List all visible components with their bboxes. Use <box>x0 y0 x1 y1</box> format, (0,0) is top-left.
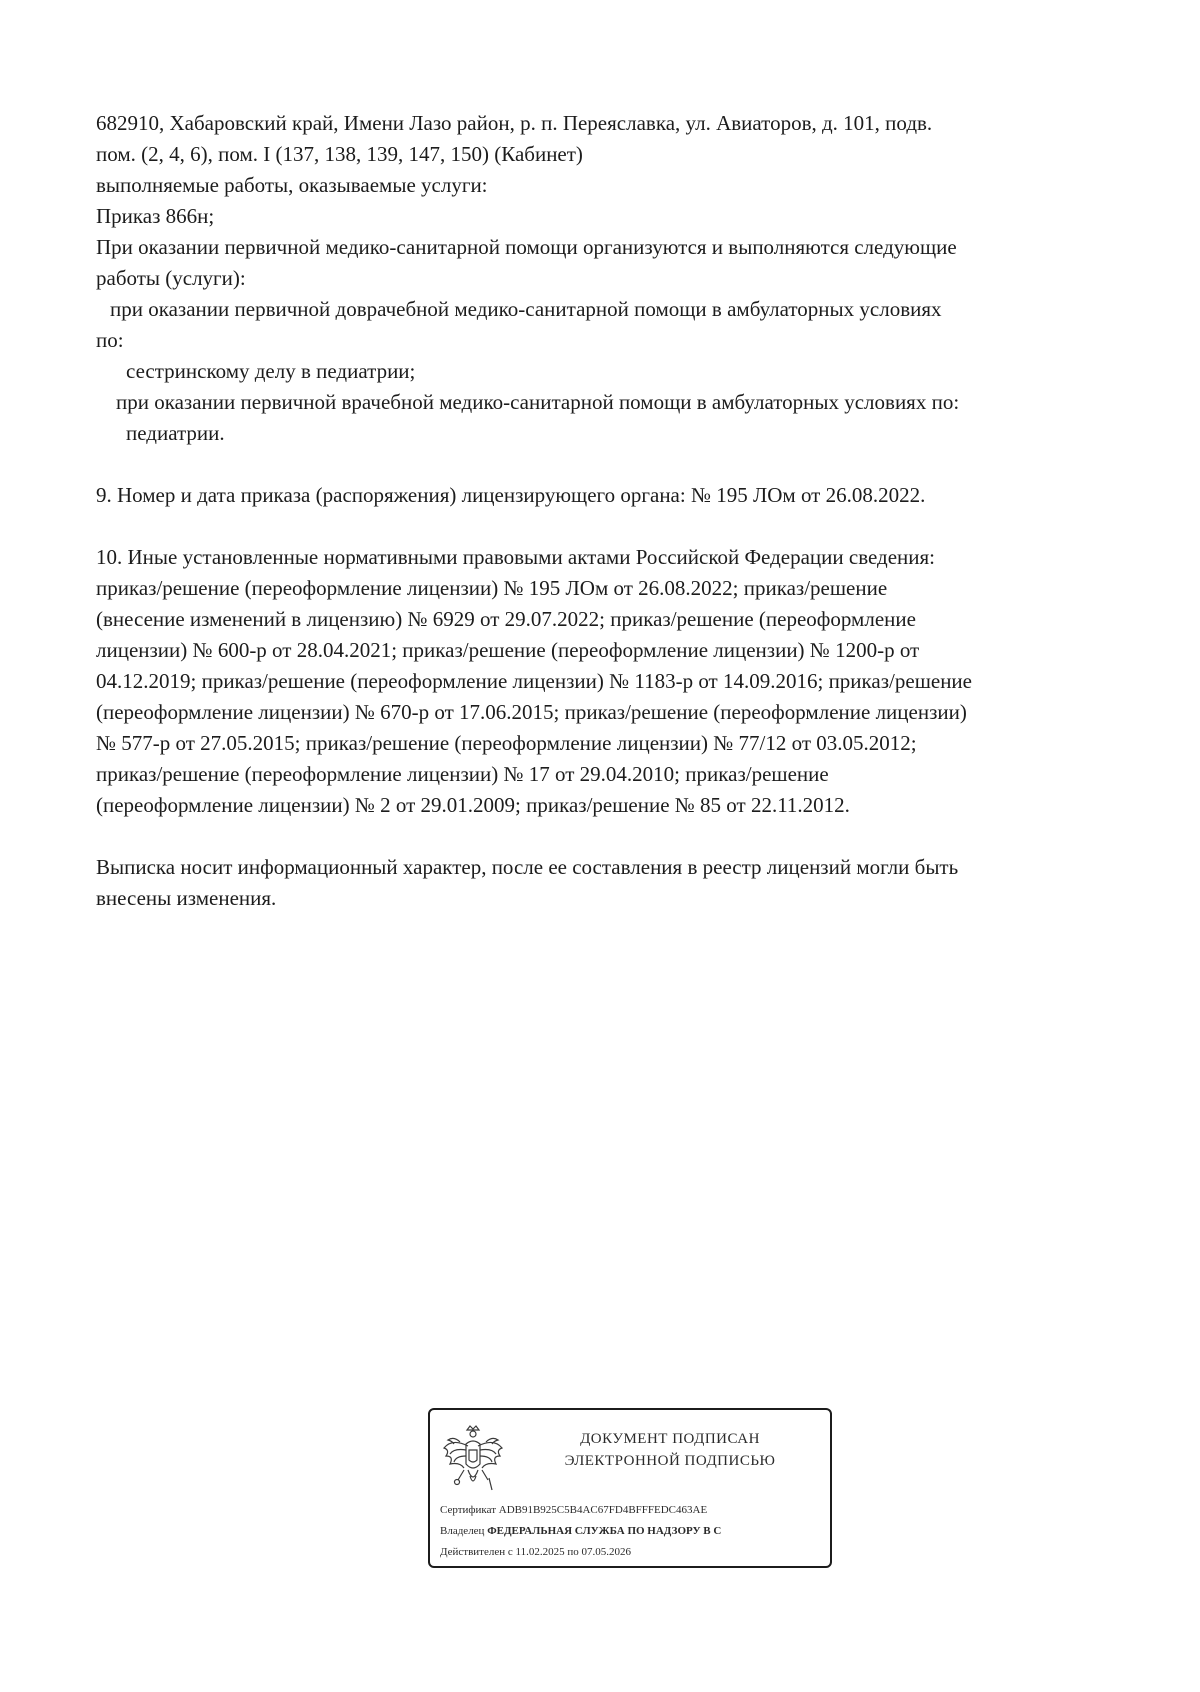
electronic-signature-stamp <box>428 1408 832 1568</box>
informational-note: Выписка носит информационный характер, после ее составления в реестр лицензий могли быть <box>96 855 959 879</box>
validity-row: Действителен с 11.02.2025 по 07.05.2026 <box>440 1546 631 1558</box>
nursing-service: сестринскому делу в педиатрии; <box>126 359 416 383</box>
stamp-title-line: ЭЛЕКТРОННОЙ ПОДПИСЬЮ <box>564 1453 776 1469</box>
prevrach-care-line: по: <box>96 328 124 352</box>
section-10-line: № 577-р от 27.05.2015; приказ/решение (переоформление лицензии) № 77/12 от 03.05.2012; <box>96 731 917 755</box>
double-headed-eagle-emblem-icon <box>440 1424 506 1498</box>
section-10-line: 04.12.2019; приказ/решение (переоформление лицензии) № 1183-р от 14.09.2016; приказ/решение <box>96 669 972 693</box>
pediatrics-service: педиатрии. <box>126 421 225 445</box>
prevrach-care-line: при оказании первичной доврачебной медико-санитарной помощи в амбулаторных условиях <box>110 297 942 321</box>
section-9: 9. Номер и дата приказа (распоряжения) лицензирующего органа: № 195 ЛОм от 26.08.2022. <box>96 483 926 507</box>
stamp-details <box>440 1500 830 1563</box>
section-10-line: лицензии) № 600-р от 28.04.2021; приказ/решение (переоформление лицензии) № 1200-р от <box>96 638 920 662</box>
section-10-line: приказ/решение (переоформление лицензии) № 195 ЛОм от 26.08.2022; приказ/решение <box>96 576 888 600</box>
order-reference: Приказ 866н; <box>96 204 215 228</box>
owner-row <box>440 1521 830 1542</box>
services-intro: работы (услуги): <box>96 266 246 290</box>
address-line: 682910, Хабаровский край, Имени Лазо район, р. п. Переяславка, ул. Авиаторов, д. 101, подв. <box>96 111 933 135</box>
works-heading: выполняемые работы, оказываемые услуги: <box>96 173 488 197</box>
address-line: пом. (2, 4, 6), пом. I (137, 138, 139, 147, 150) (Кабинет) <box>96 142 583 166</box>
section-10-line: (переоформление лицензии) № 2 от 29.01.2009; приказ/решение № 85 от 22.11.2012. <box>96 793 850 817</box>
vrach-care-line: при оказании первичной врачебной медико-санитарной помощи в амбулаторных условиях по: <box>116 390 960 414</box>
stamp-title <box>520 1428 820 1472</box>
certificate-label: Сертификат <box>440 1504 496 1516</box>
section-10-line: (внесение изменений в лицензию) № 6929 от 29.07.2022; приказ/решение (переоформление <box>96 607 916 631</box>
certificate-row <box>440 1500 830 1521</box>
informational-note: внесены изменения. <box>96 886 277 910</box>
document-body <box>96 108 1136 914</box>
section-10-line: приказ/решение (переоформление лицензии) № 17 от 29.04.2010; приказ/решение <box>96 762 829 786</box>
section-10-line: 10. Иные установленные нормативными правовыми актами Российской Федерации сведения: <box>96 545 936 569</box>
owner-label: Владелец <box>440 1525 485 1537</box>
stamp-title-line: ДОКУМЕНТ ПОДПИСАН <box>580 1431 760 1447</box>
owner-value: ФЕДЕРАЛЬНАЯ СЛУЖБА ПО НАДЗОРУ В С <box>487 1525 722 1537</box>
section-10-line: (переоформление лицензии) № 670-р от 17.06.2015; приказ/решение (переоформление лицензии) <box>96 700 967 724</box>
certificate-value: ADB91B925C5B4AC67FD4BFFFEDC463AE <box>498 1504 708 1516</box>
services-intro: При оказании первичной медико-санитарной помощи организуются и выполняются следующие <box>96 235 957 259</box>
